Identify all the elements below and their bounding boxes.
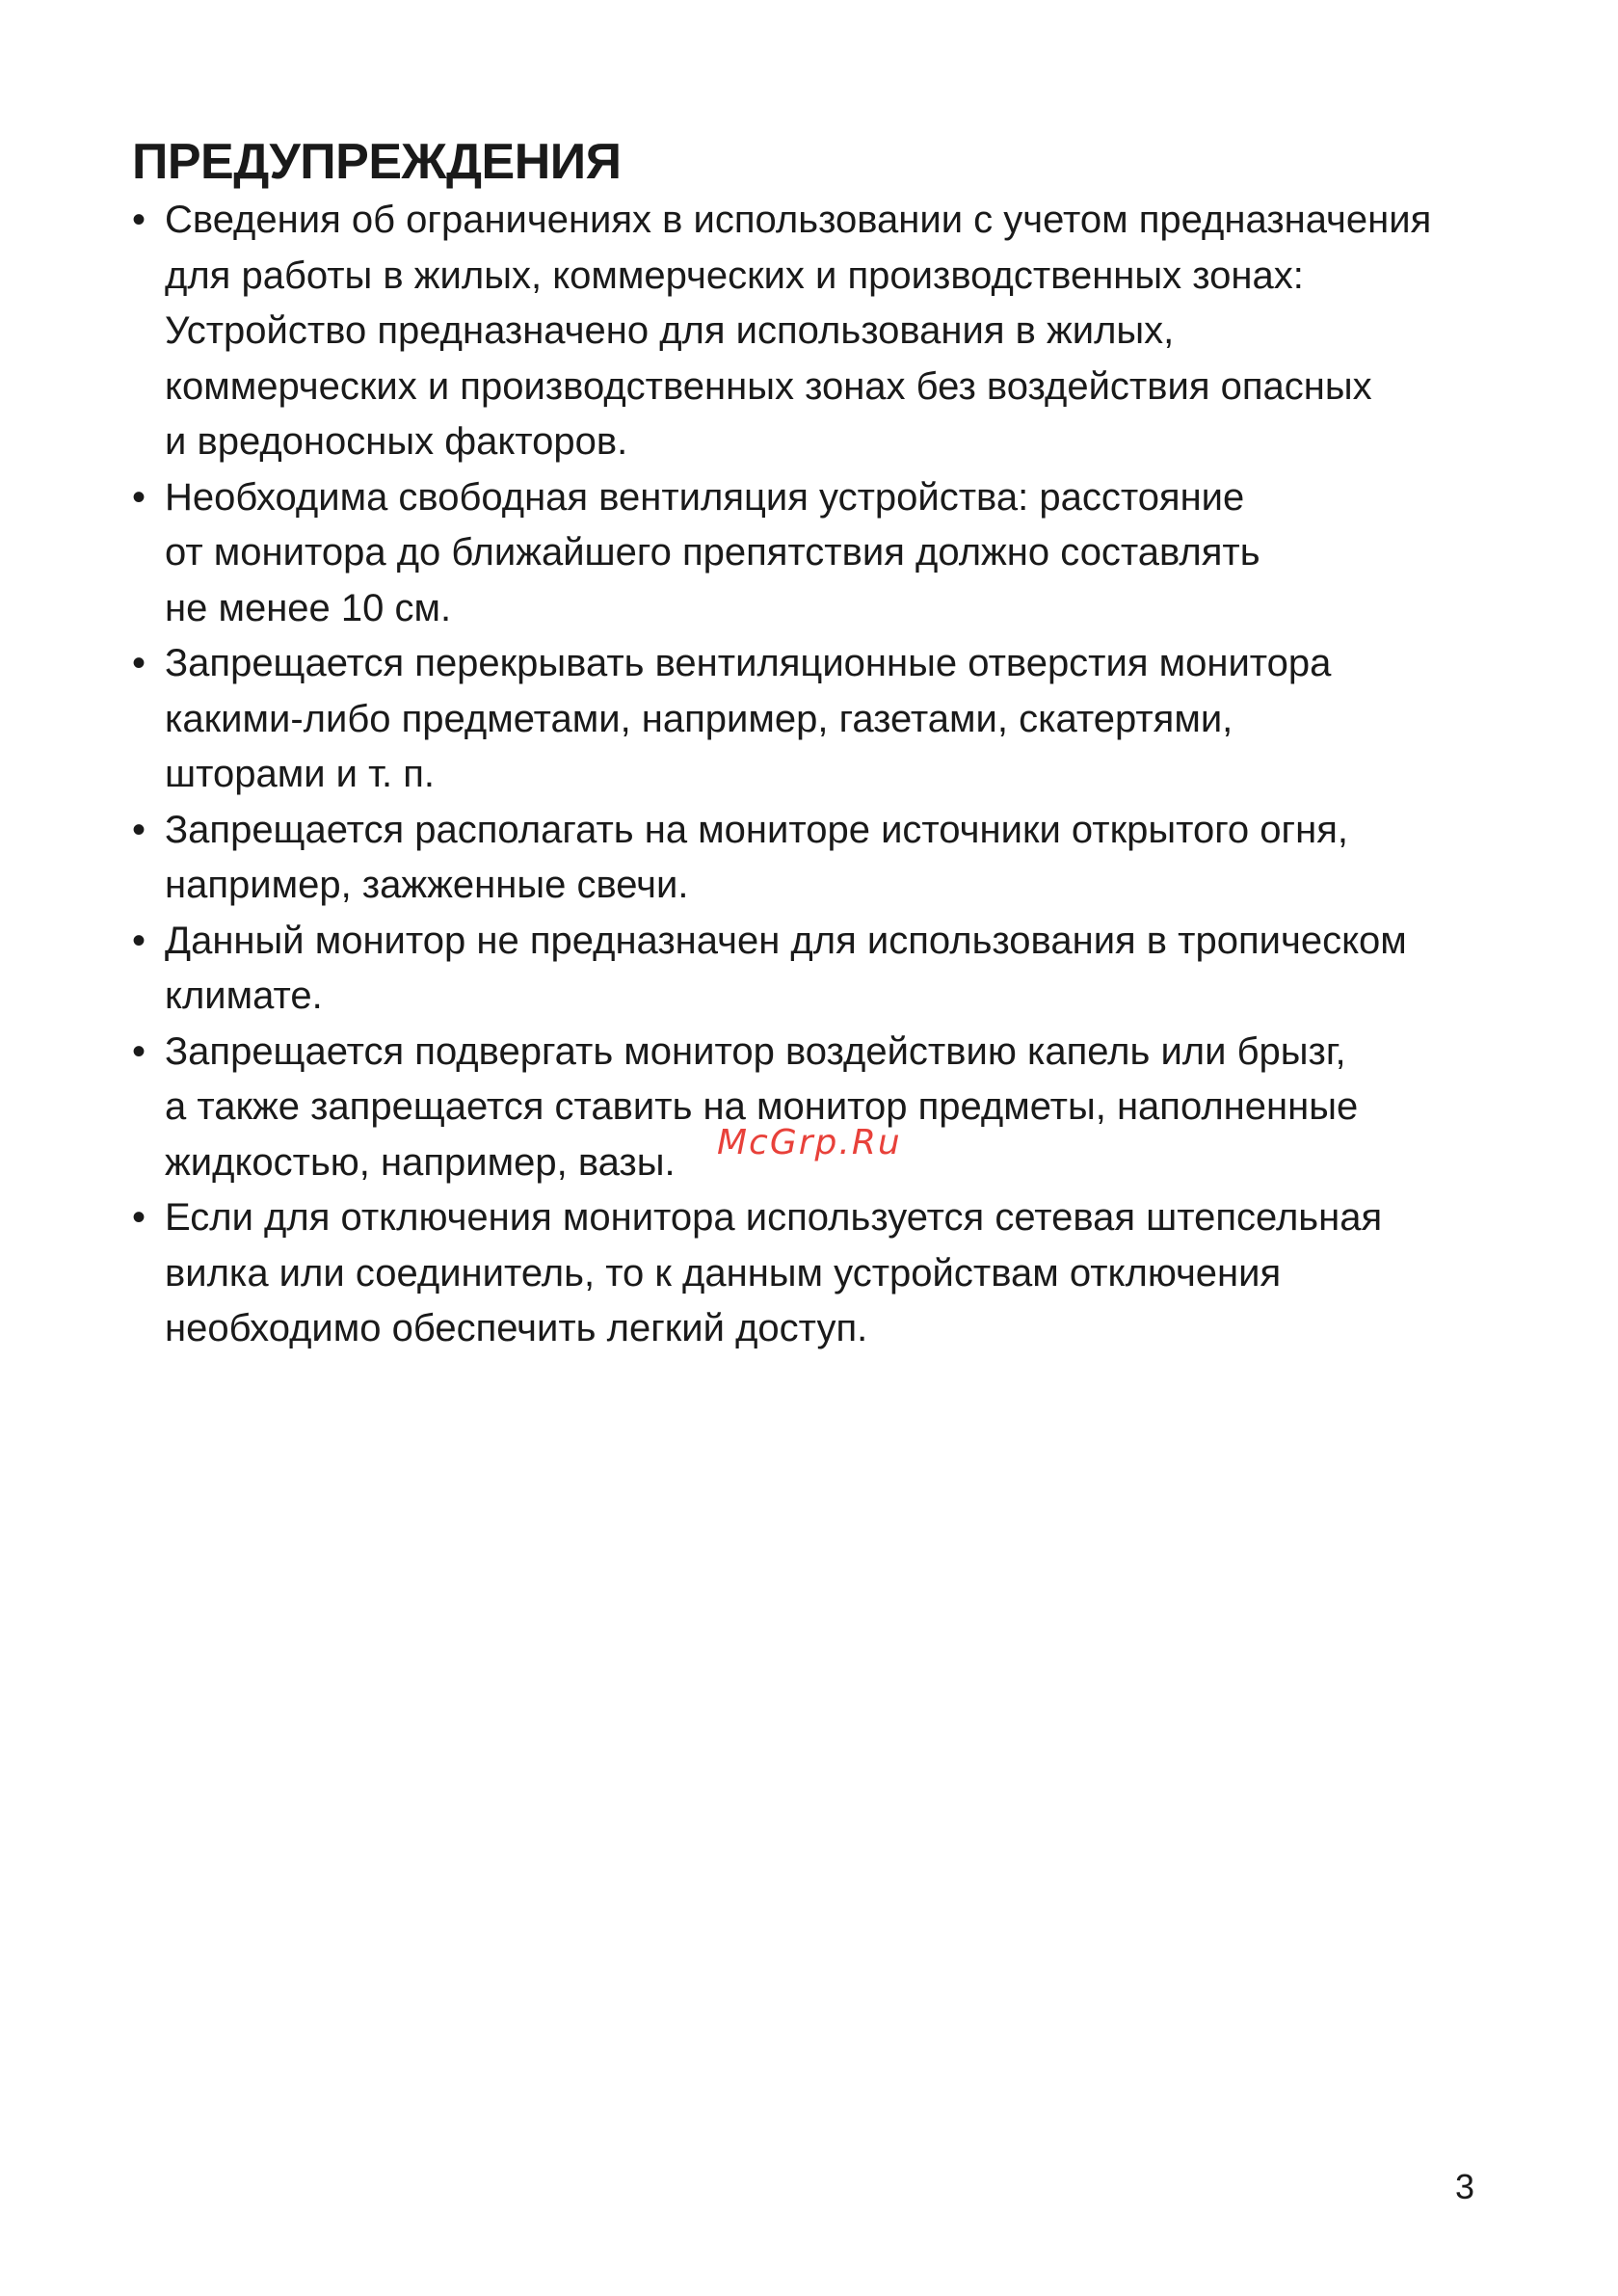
warning-line: Данный монитор не предназначен для использования в тропическом — [165, 919, 1407, 962]
bullet-icon: • — [132, 199, 146, 241]
warning-line: Необходима свободная вентиляция устройства: расстояние — [165, 475, 1245, 519]
warning-line: шторами и т. п. — [165, 753, 435, 795]
warning-line: Запрещается подвергать монитор воздействию капель или брызг, — [165, 1029, 1346, 1073]
bullet-icon: • — [132, 475, 146, 519]
warnings-list — [132, 193, 1520, 1357]
list-item — [132, 1190, 1520, 1357]
warning-line: вилка или соединитель, то к данным устройствам отключения — [165, 1251, 1282, 1295]
warning-line: жидкостью, например, вазы. — [165, 1140, 676, 1184]
warning-line: Запрещается располагать на мониторе источники открытого огня, — [165, 808, 1348, 851]
warning-line: климате. — [165, 974, 323, 1017]
warning-line: Устройство предназначено для использования в жилых, — [165, 309, 1175, 352]
warning-line: Если для отключения монитора используется сетевая штепсельная — [165, 1196, 1383, 1239]
warning-line: Сведения об ограничениях в использовании с учетом предназначения — [165, 199, 1432, 241]
bullet-icon: • — [132, 1196, 146, 1239]
warning-line: для работы в жилых, коммерческих и производственных зонах: — [165, 254, 1304, 297]
warning-line: какими-либо предметами, например, газетами, скатертями, — [165, 697, 1233, 740]
warning-line: от монитора до ближайшего препятствия должно составлять — [165, 531, 1260, 574]
list-item — [132, 470, 1520, 637]
warning-line: не менее 10 см. — [165, 586, 452, 629]
bullet-icon: • — [132, 642, 146, 684]
list-item — [132, 803, 1520, 914]
list-item — [132, 1025, 1520, 1191]
list-item — [132, 636, 1520, 803]
list-item — [132, 193, 1520, 470]
page-title: ПРЕДУПРЕЖДЕНИЯ — [132, 134, 622, 190]
warning-line: необходимо обеспечить легкий доступ. — [165, 1307, 868, 1349]
list-item — [132, 914, 1520, 1025]
warning-line: Запрещается перекрывать вентиляционные отверстия монитора — [165, 642, 1332, 684]
warning-line: и вредоносных факторов. — [165, 420, 628, 463]
watermark-text: McGrp.Ru — [717, 1123, 902, 1162]
warning-line: например, зажженные свечи. — [165, 864, 689, 906]
bullet-icon: • — [132, 919, 146, 962]
page-number: 3 — [1455, 2167, 1475, 2206]
bullet-icon: • — [132, 1029, 146, 1073]
bullet-icon: • — [132, 808, 146, 851]
warning-line: а также запрещается ставить на монитор предметы, наполненные — [165, 1085, 1359, 1128]
warning-line: коммерческих и производственных зонах без воздействия опасных — [165, 364, 1372, 408]
